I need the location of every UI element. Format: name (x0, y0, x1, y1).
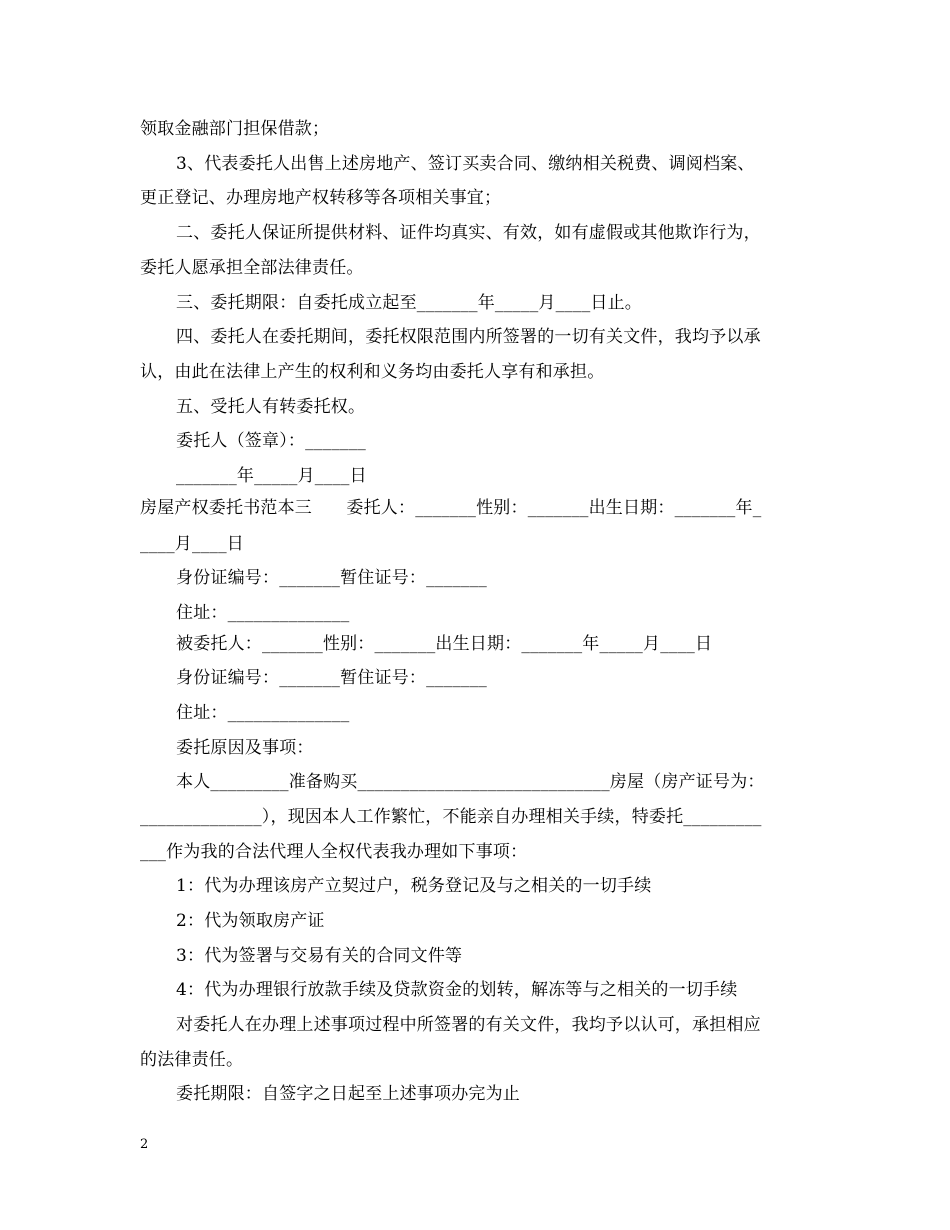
text-line: 3：代为签署与交易有关的合同文件等 (176, 946, 463, 966)
text-line: 房屋产权委托书范本三 委托人：_______性别：_______出生日期：_______年_ (140, 498, 762, 518)
text-line: 身份证编号：_______暂住证号：_______ (176, 568, 487, 588)
text-line: 委托人（签章）：_______ (176, 431, 366, 451)
text-line: 3、代表委托人出售上述房地产、签订买卖合同、缴纳相关税费、调阅档案、 (176, 154, 755, 174)
text-line: 住址：______________ (176, 703, 350, 723)
text-line: 4：代为办理银行放款手续及贷款资金的划转，解冻等与之相关的一切手续 (176, 980, 738, 1000)
text-line: 委托人愿承担全部法律责任。 (140, 258, 364, 278)
text-line: 住址：______________ (176, 603, 350, 623)
text-line: 四、委托人在委托期间，委托权限范围内所签署的一切有关文件，我均予以承 (176, 327, 761, 347)
text-line: 2：代为领取房产证 (176, 911, 325, 931)
text-line: 委托期限：自签字之日起至上述事项办完为止 (176, 1084, 520, 1104)
text-line: 更正登记、办理房地产权转移等各项相关事宜； (140, 188, 502, 208)
text-line: 认，由此在法律上产生的权利和义务均由委托人享有和承担。 (140, 362, 605, 382)
text-line: 身份证编号：_______暂住证号：_______ (176, 668, 487, 688)
text-line: 对委托人在办理上述事项过程中所签署的有关文件，我均予以认可，承担相应 (176, 1015, 761, 1035)
text-line: ___作为我的合法代理人全权代表我办理如下事项： (140, 842, 528, 862)
text-line: 被委托人：_______性别：_______出生日期：_______年_____月____日 (176, 634, 713, 654)
text-line: 1：代为办理该房产立契过户，税务登记及与之相关的一切手续 (176, 876, 652, 896)
text-line: ____月____日 (140, 534, 244, 554)
text-line: 委托原因及事项： (176, 738, 314, 758)
text-line: _______年_____月____日 (176, 466, 367, 486)
text-line: 三、委托期限：自委托成立起至_______年_____月____日止。 (176, 293, 642, 313)
text-line: 的法律责任。 (140, 1050, 244, 1070)
text-line: 本人_________准备购买_____________________________房屋（房产证号为： (176, 772, 765, 792)
text-line: 领取金融部门担保借款； (140, 119, 330, 139)
page-number: 2 (140, 1137, 149, 1152)
text-line: 二、委托人保证所提供材料、证件均真实、有效，如有虚假或其他欺诈行为， (176, 223, 761, 243)
text-line: ______________），现因本人工作繁忙，不能亲自办理相关手续，特委托_________ (140, 807, 762, 827)
text-line: 五、受托人有转委托权。 (176, 397, 366, 417)
